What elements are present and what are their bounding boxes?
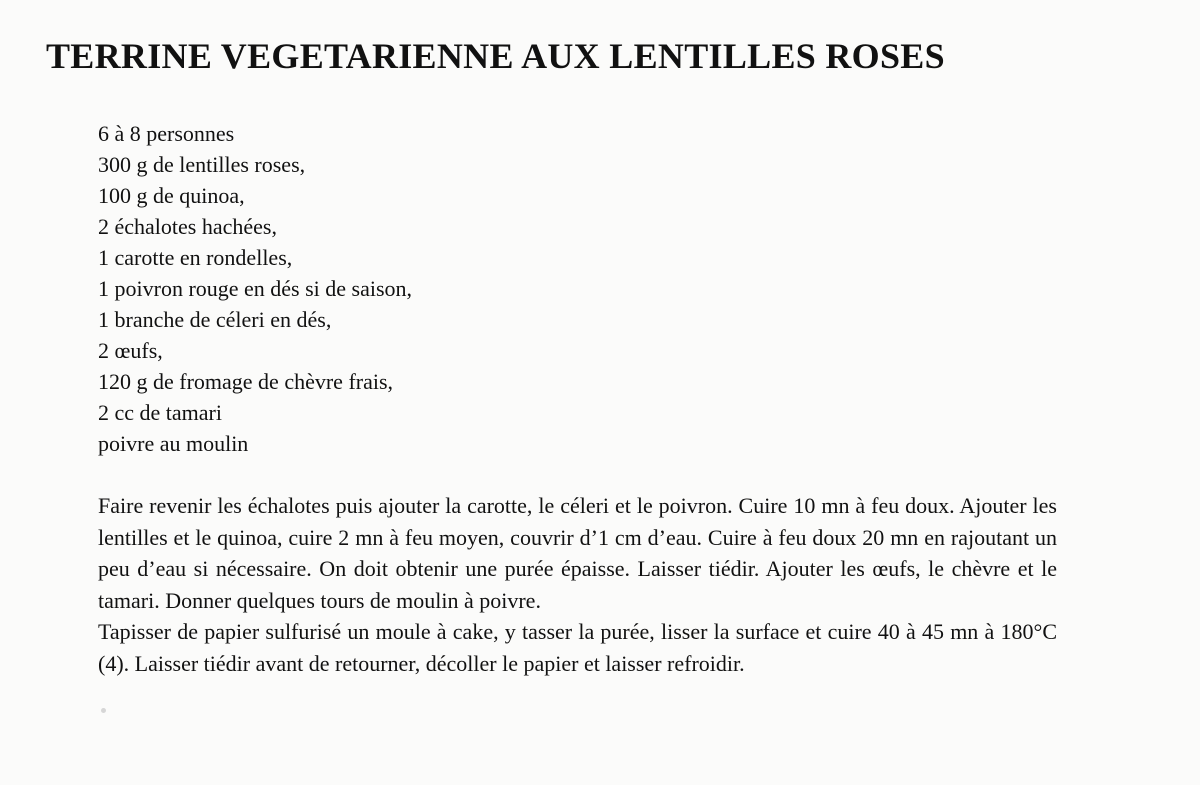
ingredients-list — [98, 118, 412, 459]
recipe-title: TERRINE VEGETARIENNE AUX LENTILLES ROSES — [46, 36, 945, 76]
ingredient-quinoa: 100 g de quinoa, — [98, 183, 245, 208]
instruction-paragraph-baking: Tapisser de papier sulfurisé un moule à cake, y tasser la purée, lisser la surface et cuire 40 à 45 mn à 180°C (4). Laisser tiédir avant de retourner, décoller le papier et laisser refroidir. — [98, 619, 1057, 676]
ingredient-servings: 6 à 8 personnes — [98, 121, 235, 146]
ingredient-eggs: 2 œufs, — [98, 338, 163, 363]
ingredient-tamari: 2 cc de tamari — [98, 400, 222, 425]
ingredient-shallots: 2 échalotes hachées, — [98, 214, 277, 239]
ingredient-carrot: 1 carotte en rondelles, — [98, 245, 293, 270]
scan-speck-mark — [101, 708, 106, 713]
instruction-paragraph-cooking: Faire revenir les échalotes puis ajouter la carotte, le céleri et le poivron. Cuire 10 mn à feu doux. Ajouter les lentilles et le quinoa, cuire 2 mn à feu moyen, couvrir d’1 cm d’eau. Cuire à feu doux 20 mn en rajoutant un peu d’eau si nécessaire. On doit obtenir une purée épaisse. Laisser tiédir. Ajouter les œufs, le chèvre et le tamari. Donner quelques tours de moulin à poivre. — [98, 493, 1057, 613]
ingredient-celery: 1 branche de céleri en dés, — [98, 307, 332, 332]
instructions-section — [98, 490, 1057, 679]
ingredient-pepper: 1 poivron rouge en dés si de saison, — [98, 276, 413, 301]
ingredient-goat-cheese: 120 g de fromage de chèvre frais, — [98, 369, 394, 394]
ingredient-lentils: 300 g de lentilles roses, — [98, 152, 306, 177]
ingredient-black-pepper: poivre au moulin — [98, 431, 249, 456]
